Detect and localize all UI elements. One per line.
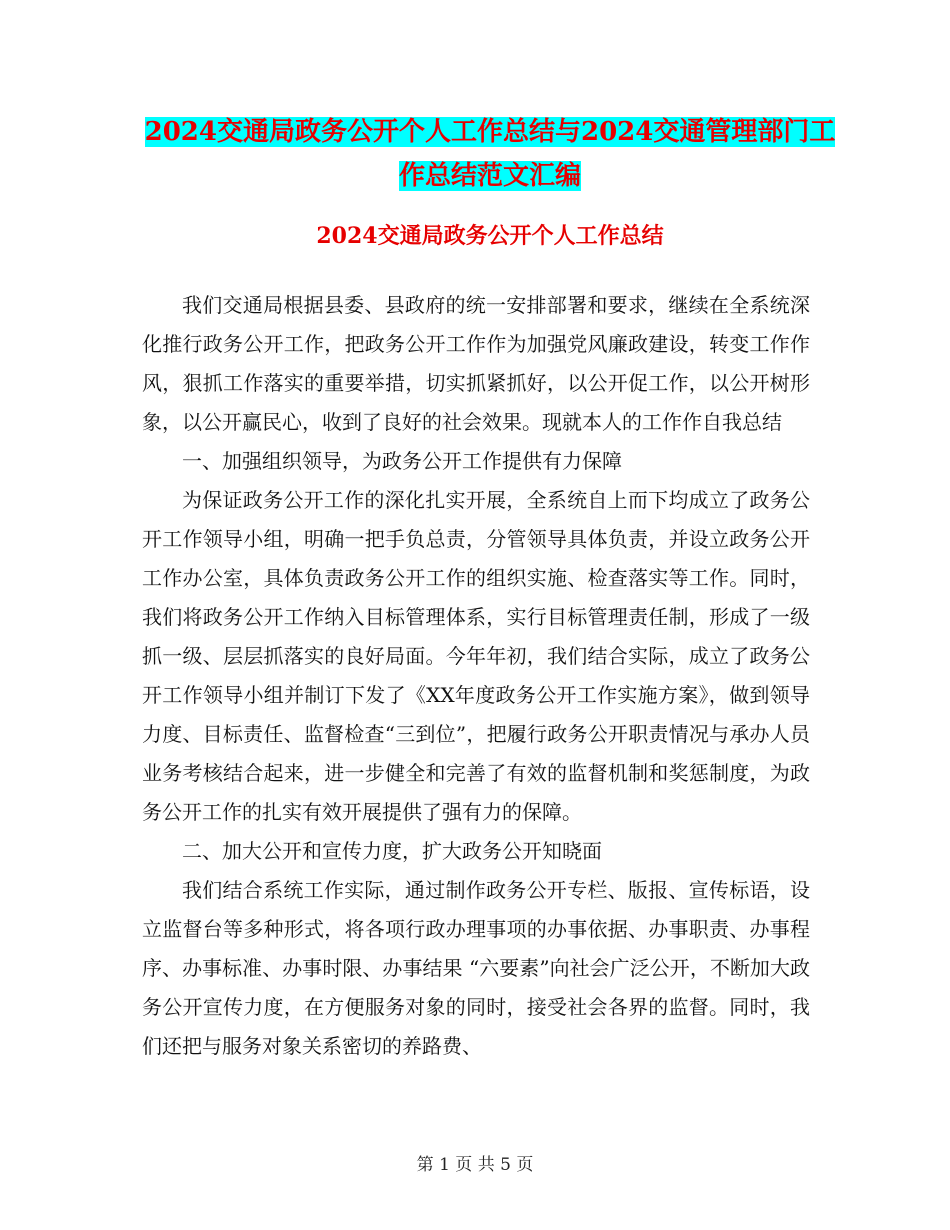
main-title-text: 2024交通局政务公开个人工作总结与2024交通管理部门工作总结范文汇编 [144,117,836,191]
document-main-title [140,110,840,198]
paragraph-one: 为保证政务公开工作的深化扎实开展，全系统自上而下均成立了政务公开工作领导小组，明确一把手负总责，分管领导具体负责，并设立政务公开工作办公室，具体负责政务公开工作的组织实施、检查落实等工作。同时，我们将政务公开工作纳入目标管理体系，实行目标管理责任制，形成了一级抓一级、层层抓落实的良好局面。今年年初，我们结合实际，成立了政务公开工作领导小组并制订下发了《XX年度政务公开工作实施方案》，做到领导力度、目标责任、监督检查“三到位”，把履行政务公开职责情况与承办人员业务考核结合起来，进一步健全和完善了有效的监督机制和奖惩制度，为政务公开工作的扎实有效开展提供了强有力的保障。 [142,488,810,824]
heading-two: 二、加大公开和宣传力度，扩大政务公开知晓面 [182,839,602,863]
paragraph-intro: 我们交通局根据县委、县政府的统一安排部署和要求，继续在全系统深化推行政务公开工作，把政务公开工作作为加强党风廉政建设，转变工作作风，狠抓工作落实的重要举措，切实抓紧抓好，以公开促工作，以公开树形象，以公开赢民心，收到了良好的社会效果。现就本人的工作作自我总结 [142,293,810,434]
section-title: 2024交通局政务公开个人工作总结 [316,223,664,249]
heading-one: 一、加强组织领导，为政务公开工作提供有力保障 [182,449,622,473]
document-body [142,286,810,1066]
paragraph-two: 我们结合系统工作实际，通过制作政务公开专栏、版报、宣传标语，设立监督台等多种形式，将各项行政办理事项的办事依据、办事职责、办事程序、办事标准、办事时限、办事结果 “六要素”向社会广泛公开，不断加大政务公开宣传力度，在方便服务对象的同时，接受社会各界的监督。同时，我们还把与服务对象关系密切的养路费、 [142,878,810,1058]
page-number-footer: 第 1 页 共 5 页 [416,1155,534,1175]
